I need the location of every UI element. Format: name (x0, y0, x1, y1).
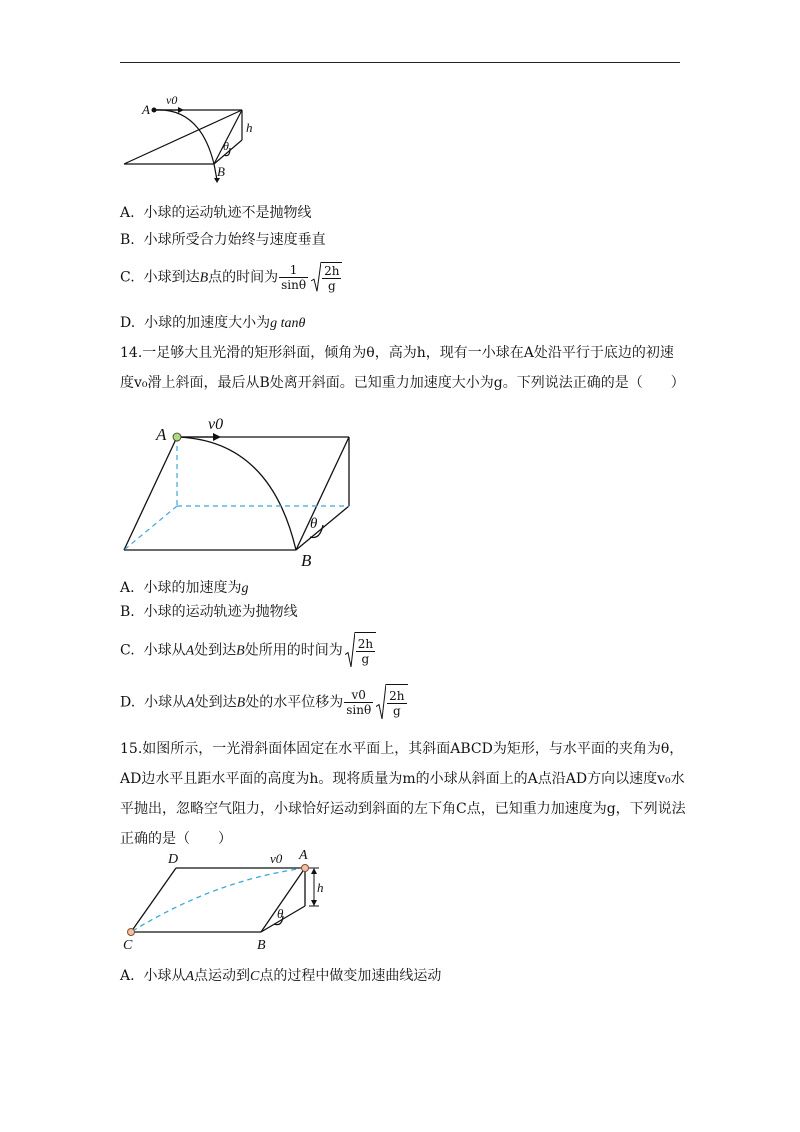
option-text: 小球的运动轨迹为抛物线 (143, 604, 298, 620)
q15-stem (120, 734, 686, 854)
sqrt: $\frac{2h}{g}$ (345, 632, 376, 669)
option-prefix: B. (120, 604, 135, 620)
option-prefix: A. (120, 205, 135, 221)
q14-label-b: B (301, 551, 312, 570)
q14-option-d: D. 小球从A处到达B处的水平位移为 $\frac{v0}{\sin\theta}$ $\frac{2h}{g}$ (120, 684, 408, 722)
q15-figure (120, 848, 330, 952)
option-prefix: B. (120, 232, 135, 248)
q14-label-a: A (156, 425, 167, 444)
option-prefix: A. (120, 968, 135, 984)
q15-label-c: C (123, 938, 133, 952)
q13-label-h: h (246, 120, 253, 135)
option-prefix: D. (120, 315, 136, 331)
q13-option-a (120, 203, 311, 223)
q15-label-v0: v0 (270, 851, 283, 866)
question-text: 如图所示，一光滑斜面体固定在水平面上，其斜面ABCD为矩形，与水平面的夹角为θ，AD边水平且距水平面的高度为h。现将质量为m的小球从斜面上的A点沿AD方向以速度v₀水平抛出，忽略空气阻力，小球恰好运动到斜面的左下角C点，已知重力加速度为g，下列说法正确的是（ ） (120, 741, 686, 847)
option-text: 小球到达 (143, 269, 200, 286)
option-prefix: A. (120, 580, 135, 596)
option-text: 小球的加速度大小为 (144, 315, 271, 331)
var-b: B (199, 270, 209, 286)
option-text: 点的时间为 (208, 269, 279, 286)
q13-figure (120, 92, 280, 184)
q15-label-b: B (257, 938, 266, 952)
q14-label-theta: θ (310, 516, 318, 532)
q13-option-b (120, 230, 326, 250)
q13-option-d (120, 313, 305, 334)
q15-label-h: h (317, 880, 324, 895)
q15-label-a: A (299, 848, 308, 863)
q14-option-c: C. 小球从A处到达B处所用的时间为 $\frac{2h}{g}$ (120, 632, 376, 670)
option-prefix: C. (120, 642, 135, 659)
option-text: 小球所受合力始终与速度垂直 (143, 232, 326, 248)
question-number: 15. (120, 741, 143, 757)
fraction: $\frac{v0}{\sin\theta}$ (346, 688, 372, 717)
q15-option-a: A. 小球从A点运动到C点的过程中做变加速曲线运动 (120, 968, 442, 984)
q15-ball-c (128, 929, 135, 936)
q14-option-a: A. 小球的加速度为g (120, 580, 249, 596)
q14-trajectory (177, 437, 296, 550)
question-number: 14. (120, 345, 143, 361)
expr: g tanθ (270, 316, 306, 331)
header-rule (120, 62, 680, 63)
q14-figure (120, 412, 360, 570)
q13-label-v0: v0 (166, 93, 178, 107)
q13-label-theta: θ (223, 139, 229, 153)
option-text: 小球的运动轨迹不是抛物线 (143, 205, 312, 221)
option-text: 小球的加速度为 (143, 580, 242, 596)
q15-label-theta: θ (277, 906, 284, 921)
option-prefix: D. (120, 694, 136, 711)
q15-label-d: D (168, 852, 179, 867)
q14-ball (173, 433, 181, 441)
sqrt: $\frac{2h}{g}$ (311, 262, 342, 293)
q14-stem (120, 338, 686, 398)
fraction: $\frac{1}{\sin\theta}$ (281, 263, 307, 292)
q13-option-c (120, 262, 342, 294)
q13-label-b: B (217, 164, 225, 179)
q15-ball-a (302, 865, 309, 872)
q14-label-v0: v0 (208, 416, 224, 433)
question-text: 一足够大且光滑的矩形斜面，倾角为θ，高为h，现有一小球在A处沿平行于底边的初速度v₀滑上斜面，最后从B处离开斜面。已知重力加速度大小为g。下列说法正确的是（ ） (120, 345, 685, 391)
q15-trajectory (131, 868, 305, 932)
option-prefix: C. (120, 269, 135, 286)
q13-ball (152, 108, 157, 113)
q14-option-b (120, 602, 298, 622)
sqrt: $\frac{2h}{g}$ (376, 684, 407, 721)
q13-label-a: A (142, 102, 150, 117)
